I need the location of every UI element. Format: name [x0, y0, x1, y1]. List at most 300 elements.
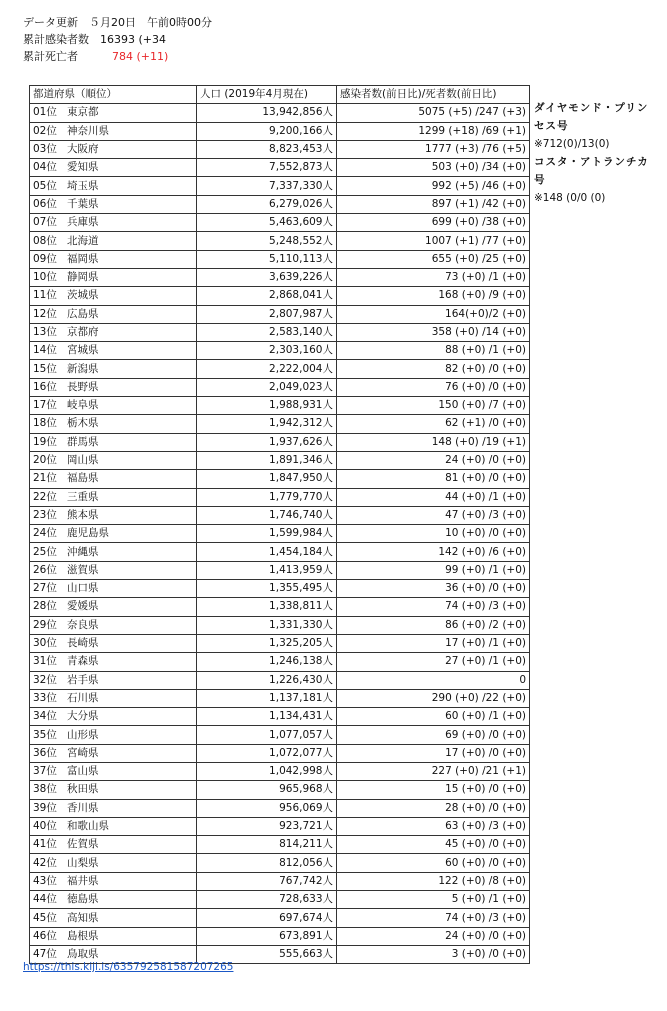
rank-label: 06位 [33, 197, 57, 210]
cases-cell: 699 (+0) /38 (+0) [337, 214, 530, 232]
ship1-name: ダイヤモンド・プリンセス号 [534, 102, 649, 132]
prefecture-cell [30, 195, 197, 213]
rank-label: 07位 [33, 216, 57, 229]
cases-cell: 36 (+0) /0 (+0) [337, 580, 530, 598]
prefecture-name: 福島県 [67, 472, 99, 485]
population-cell: 1,072,077人 [197, 744, 337, 762]
prefecture-cell [30, 159, 197, 177]
cases-cell: 99 (+0) /1 (+0) [337, 561, 530, 579]
prefecture-cell [30, 854, 197, 872]
table-row [30, 488, 530, 506]
cases-cell: 27 (+0) /1 (+0) [337, 653, 530, 671]
prefecture-name: 岡山県 [67, 454, 99, 467]
cases-cell: 897 (+1) /42 (+0) [337, 195, 530, 213]
rank-label: 46位 [33, 929, 57, 942]
table-row [30, 634, 530, 652]
prefecture-name: 岩手県 [67, 673, 99, 686]
population-cell: 2,583,140人 [197, 323, 337, 341]
table-row [30, 195, 530, 213]
cases-cell: 62 (+1) /0 (+0) [337, 415, 530, 433]
rank-label: 29位 [33, 618, 57, 631]
prefecture-name: 京都府 [67, 326, 99, 338]
prefecture-name: 長崎県 [67, 637, 99, 650]
prefecture-cell [30, 744, 197, 762]
table-row [30, 872, 530, 890]
rank-label: 05位 [33, 179, 57, 192]
table-row [30, 561, 530, 579]
prefecture-cell [30, 451, 197, 469]
population-cell: 1,988,931人 [197, 397, 337, 415]
prefecture-cell [30, 122, 197, 140]
rank-label: 12位 [33, 307, 57, 320]
prefecture-name: 山梨県 [67, 856, 99, 869]
rank-label: 10位 [33, 271, 57, 284]
prefecture-cell [30, 836, 197, 854]
prefecture-cell [30, 305, 197, 323]
prefecture-cell [30, 342, 197, 360]
rank-label: 02位 [33, 124, 57, 137]
prefecture-cell [30, 360, 197, 378]
cases-cell: 17 (+0) /0 (+0) [337, 744, 530, 762]
population-cell: 1,338,811人 [197, 598, 337, 616]
cases-cell: 3 (+0) /0 (+0) [337, 945, 530, 963]
cases-cell: 227 (+0) /21 (+1) [337, 762, 530, 780]
rank-label: 40位 [33, 820, 57, 833]
prefecture-cell [30, 799, 197, 817]
population-cell: 8,823,453人 [197, 140, 337, 158]
prefecture-cell [30, 214, 197, 232]
population-cell: 2,807,987人 [197, 305, 337, 323]
population-cell: 814,211人 [197, 836, 337, 854]
cases-cell: 24 (+0) /0 (+0) [337, 927, 530, 945]
prefecture-cell [30, 140, 197, 158]
prefecture-table [29, 85, 530, 964]
population-cell: 6,279,026人 [197, 195, 337, 213]
population-cell: 7,337,330人 [197, 177, 337, 195]
population-cell: 555,663人 [197, 945, 337, 963]
rank-label: 26位 [33, 563, 57, 576]
prefecture-name: 大阪府 [67, 143, 99, 156]
prefecture-cell [30, 598, 197, 616]
prefecture-cell [30, 232, 197, 250]
table-row [30, 177, 530, 195]
cases-cell: 1777 (+3) /76 (+5) [337, 140, 530, 158]
cases-cell: 60 (+0) /0 (+0) [337, 854, 530, 872]
rank-label: 16位 [33, 380, 57, 393]
prefecture-cell [30, 470, 197, 488]
rank-label: 45位 [33, 911, 57, 924]
population-cell: 5,248,552人 [197, 232, 337, 250]
rank-label: 08位 [33, 234, 57, 247]
rank-label: 44位 [33, 893, 57, 906]
cases-cell: 1007 (+1) /77 (+0) [337, 232, 530, 250]
prefecture-name: 山形県 [67, 728, 99, 741]
population-cell: 2,303,160人 [197, 342, 337, 360]
population-cell: 965,968人 [197, 781, 337, 799]
table-row [30, 744, 530, 762]
table-row [30, 305, 530, 323]
source-link[interactable]: https://this.kiji.is/635792581587207265 [23, 961, 234, 973]
rank-label: 34位 [33, 710, 57, 723]
cases-cell: 142 (+0) /6 (+0) [337, 543, 530, 561]
table-row [30, 671, 530, 689]
cases-cell: 74 (+0) /3 (+0) [337, 909, 530, 927]
update-time: データ更新 ５月20日 午前0時00分 [23, 16, 212, 29]
prefecture-cell [30, 397, 197, 415]
table-row [30, 140, 530, 158]
rank-label: 15位 [33, 362, 57, 375]
prefecture-cell [30, 506, 197, 524]
population-cell: 3,639,226人 [197, 268, 337, 286]
table-row [30, 250, 530, 268]
table-row [30, 342, 530, 360]
prefecture-name: 宮城県 [67, 344, 99, 357]
prefecture-name: 徳島県 [67, 893, 99, 906]
prefecture-name: 新潟県 [67, 362, 99, 375]
table-body [30, 104, 530, 964]
rank-label: 27位 [33, 582, 57, 595]
table-row [30, 268, 530, 286]
prefecture-cell [30, 415, 197, 433]
cases-cell: 28 (+0) /0 (+0) [337, 799, 530, 817]
header-cases: 感染者数(前日比)/死者数(前日比) [337, 86, 530, 104]
population-cell: 1,847,950人 [197, 470, 337, 488]
table-row [30, 726, 530, 744]
cumulative-infected [23, 31, 212, 48]
prefecture-name: 愛知県 [67, 161, 99, 174]
prefecture-name: 栃木県 [67, 417, 99, 430]
prefecture-name: 佐賀県 [67, 838, 99, 851]
rank-label: 11位 [33, 289, 57, 302]
rank-label: 39位 [33, 801, 57, 814]
rank-label: 43位 [33, 874, 57, 887]
population-cell: 2,222,004人 [197, 360, 337, 378]
population-cell: 2,049,023人 [197, 378, 337, 396]
ship2-stats: ※148 (0/0 (0) [534, 192, 606, 204]
header-population: 人口 (2019年4月現在) [197, 86, 337, 104]
table-row [30, 836, 530, 854]
prefecture-table-container [29, 85, 530, 964]
cases-cell: 47 (+0) /3 (+0) [337, 506, 530, 524]
population-cell: 1,134,431人 [197, 708, 337, 726]
table-row [30, 543, 530, 561]
prefecture-cell [30, 909, 197, 927]
prefecture-name: 山口県 [67, 582, 99, 595]
rank-label: 20位 [33, 454, 57, 467]
cases-cell: 73 (+0) /1 (+0) [337, 268, 530, 286]
prefecture-cell [30, 378, 197, 396]
prefecture-name: 香川県 [67, 801, 99, 814]
table-row [30, 616, 530, 634]
population-cell: 1,454,184人 [197, 543, 337, 561]
cases-cell: 655 (+0) /25 (+0) [337, 250, 530, 268]
rank-label: 24位 [33, 527, 57, 540]
rank-label: 13位 [33, 326, 57, 338]
population-cell: 9,200,166人 [197, 122, 337, 140]
table-row [30, 762, 530, 780]
ship2-name: コスタ・アトランチカ号 [534, 156, 649, 186]
cruise-ship-info [534, 99, 649, 207]
prefecture-name: 兵庫県 [67, 216, 99, 229]
cases-cell: 69 (+0) /0 (+0) [337, 726, 530, 744]
prefecture-cell [30, 726, 197, 744]
prefecture-cell [30, 543, 197, 561]
cases-cell: 76 (+0) /0 (+0) [337, 378, 530, 396]
prefecture-cell [30, 323, 197, 341]
population-cell: 1,331,330人 [197, 616, 337, 634]
cases-cell: 358 (+0) /14 (+0) [337, 323, 530, 341]
table-header-row [30, 86, 530, 104]
table-row [30, 287, 530, 305]
prefecture-name: 島根県 [67, 929, 99, 942]
rank-label: 35位 [33, 728, 57, 741]
cases-cell: 86 (+0) /2 (+0) [337, 616, 530, 634]
cases-cell: 10 (+0) /0 (+0) [337, 525, 530, 543]
rank-label: 41位 [33, 838, 57, 851]
cases-cell: 81 (+0) /0 (+0) [337, 470, 530, 488]
prefecture-name: 広島県 [67, 307, 99, 320]
rank-label: 14位 [33, 344, 57, 357]
population-cell: 1,942,312人 [197, 415, 337, 433]
prefecture-name: 埼玉県 [67, 179, 99, 192]
population-cell: 812,056人 [197, 854, 337, 872]
prefecture-name: 大分県 [67, 710, 99, 723]
table-row [30, 799, 530, 817]
rank-label: 37位 [33, 765, 57, 778]
population-cell: 1,355,495人 [197, 580, 337, 598]
population-cell: 2,868,041人 [197, 287, 337, 305]
prefecture-name: 福岡県 [67, 252, 99, 265]
prefecture-cell [30, 689, 197, 707]
cases-cell: 17 (+0) /1 (+0) [337, 634, 530, 652]
cumulative-deaths [23, 48, 212, 65]
cases-cell: 24 (+0) /0 (+0) [337, 451, 530, 469]
cases-cell: 290 (+0) /22 (+0) [337, 689, 530, 707]
population-cell: 7,552,873人 [197, 159, 337, 177]
table-row [30, 360, 530, 378]
prefecture-name: 神奈川県 [67, 124, 109, 137]
rank-label: 01位 [33, 106, 57, 119]
rank-label: 25位 [33, 545, 57, 558]
table-row [30, 781, 530, 799]
rank-label: 30位 [33, 637, 57, 650]
prefecture-name: 青森県 [67, 655, 99, 668]
population-cell: 1,226,430人 [197, 671, 337, 689]
prefecture-cell [30, 634, 197, 652]
prefecture-name: 北海道 [67, 234, 99, 247]
cases-cell: 992 (+5) /46 (+0) [337, 177, 530, 195]
table-row [30, 122, 530, 140]
prefecture-name: 富山県 [67, 765, 99, 778]
prefecture-cell [30, 781, 197, 799]
prefecture-cell [30, 525, 197, 543]
prefecture-name: 沖縄県 [67, 545, 99, 558]
rank-label: 03位 [33, 143, 57, 156]
cumulative-infected-label: 累計感染者数 [23, 33, 100, 46]
prefecture-cell [30, 250, 197, 268]
table-row [30, 378, 530, 396]
rank-label: 36位 [33, 746, 57, 759]
rank-label: 28位 [33, 600, 57, 613]
cases-cell: 503 (+0) /34 (+0) [337, 159, 530, 177]
cases-cell: 168 (+0) /9 (+0) [337, 287, 530, 305]
population-cell: 1,077,057人 [197, 726, 337, 744]
table-row [30, 580, 530, 598]
prefecture-cell [30, 177, 197, 195]
population-cell: 1,042,998人 [197, 762, 337, 780]
rank-label: 32位 [33, 673, 57, 686]
prefecture-name: 鹿児島県 [67, 527, 109, 540]
population-cell: 1,746,740人 [197, 506, 337, 524]
table-row [30, 909, 530, 927]
prefecture-name: 愛媛県 [67, 600, 99, 613]
table-row [30, 817, 530, 835]
prefecture-cell [30, 891, 197, 909]
population-cell: 1,325,205人 [197, 634, 337, 652]
cases-cell: 82 (+0) /0 (+0) [337, 360, 530, 378]
table-row [30, 232, 530, 250]
population-cell: 1,937,626人 [197, 433, 337, 451]
population-cell: 1,599,984人 [197, 525, 337, 543]
prefecture-name: 和歌山県 [67, 820, 109, 833]
ship1-stats: ※712(0)/13(0) [534, 138, 610, 150]
cumulative-deaths-label: 累計死亡者 [23, 50, 78, 63]
table-row [30, 689, 530, 707]
table-row [30, 433, 530, 451]
rank-label: 38位 [33, 783, 57, 796]
prefecture-name: 宮崎県 [67, 746, 99, 759]
cases-cell: 15 (+0) /0 (+0) [337, 781, 530, 799]
table-row [30, 104, 530, 122]
prefecture-name: 石川県 [67, 691, 99, 704]
cases-cell: 150 (+0) /7 (+0) [337, 397, 530, 415]
population-cell: 728,633人 [197, 891, 337, 909]
rank-label: 18位 [33, 417, 57, 430]
prefecture-name: 滋賀県 [67, 563, 99, 576]
data-header [23, 14, 212, 65]
population-cell: 1,413,959人 [197, 561, 337, 579]
prefecture-name: 鳥取県 [67, 948, 99, 961]
rank-label: 47位 [33, 948, 57, 961]
prefecture-cell [30, 653, 197, 671]
rank-label: 33位 [33, 691, 57, 704]
prefecture-cell [30, 488, 197, 506]
prefecture-cell [30, 616, 197, 634]
rank-label: 22位 [33, 490, 57, 503]
prefecture-name: 群馬県 [67, 435, 99, 448]
population-cell: 1,779,770人 [197, 488, 337, 506]
cases-cell: 164(+0)/2 (+0) [337, 305, 530, 323]
prefecture-cell [30, 708, 197, 726]
table-row [30, 323, 530, 341]
prefecture-cell [30, 927, 197, 945]
cases-cell: 148 (+0) /19 (+1) [337, 433, 530, 451]
prefecture-name: 岐阜県 [67, 399, 99, 412]
population-cell: 5,110,113人 [197, 250, 337, 268]
rank-label: 04位 [33, 161, 57, 174]
rank-label: 17位 [33, 399, 57, 412]
prefecture-cell [30, 817, 197, 835]
rank-label: 31位 [33, 655, 57, 668]
cases-cell: 74 (+0) /3 (+0) [337, 598, 530, 616]
prefecture-cell [30, 268, 197, 286]
cases-cell: 60 (+0) /1 (+0) [337, 708, 530, 726]
table-row [30, 598, 530, 616]
table-row [30, 451, 530, 469]
prefecture-cell [30, 433, 197, 451]
table-row [30, 397, 530, 415]
prefecture-name: 奈良県 [67, 618, 99, 631]
cases-cell: 63 (+0) /3 (+0) [337, 817, 530, 835]
population-cell: 767,742人 [197, 872, 337, 890]
prefecture-cell [30, 872, 197, 890]
cases-cell: 1299 (+18) /69 (+1) [337, 122, 530, 140]
table-row [30, 891, 530, 909]
prefecture-cell [30, 287, 197, 305]
population-cell: 923,721人 [197, 817, 337, 835]
prefecture-name: 千葉県 [67, 197, 99, 210]
rank-label: 21位 [33, 472, 57, 485]
header-prefecture: 都道府県（順位） [30, 86, 197, 104]
table-row [30, 854, 530, 872]
cumulative-infected-value: 16393 (+34 [100, 33, 166, 46]
prefecture-name: 茨城県 [67, 289, 99, 302]
prefecture-name: 静岡県 [67, 271, 99, 284]
prefecture-name: 東京都 [67, 106, 99, 119]
population-cell: 1,891,346人 [197, 451, 337, 469]
prefecture-name: 長野県 [67, 380, 99, 393]
population-cell: 673,891人 [197, 927, 337, 945]
rank-label: 19位 [33, 435, 57, 448]
cases-cell: 44 (+0) /1 (+0) [337, 488, 530, 506]
population-cell: 697,674人 [197, 909, 337, 927]
prefecture-name: 秋田県 [67, 783, 99, 796]
table-row [30, 653, 530, 671]
table-row [30, 159, 530, 177]
population-cell: 1,137,181人 [197, 689, 337, 707]
rank-label: 23位 [33, 508, 57, 521]
rank-label: 09位 [33, 252, 57, 265]
cumulative-deaths-value: 784 (+11) [112, 50, 169, 63]
prefecture-cell [30, 762, 197, 780]
table-row [30, 470, 530, 488]
population-cell: 5,463,609人 [197, 214, 337, 232]
rank-label: 42位 [33, 856, 57, 869]
cases-cell: 88 (+0) /1 (+0) [337, 342, 530, 360]
prefecture-cell [30, 580, 197, 598]
cases-cell: 0 [337, 671, 530, 689]
population-cell: 1,246,138人 [197, 653, 337, 671]
table-row [30, 506, 530, 524]
prefecture-name: 熊本県 [67, 508, 99, 521]
table-row [30, 927, 530, 945]
prefecture-cell [30, 671, 197, 689]
cases-cell: 5075 (+5) /247 (+3) [337, 104, 530, 122]
table-row [30, 708, 530, 726]
cases-cell: 5 (+0) /1 (+0) [337, 891, 530, 909]
prefecture-name: 高知県 [67, 911, 99, 924]
table-row [30, 214, 530, 232]
population-cell: 13,942,856人 [197, 104, 337, 122]
prefecture-cell [30, 561, 197, 579]
population-cell: 956,069人 [197, 799, 337, 817]
prefecture-cell [30, 104, 197, 122]
prefecture-name: 三重県 [67, 490, 99, 503]
table-row [30, 415, 530, 433]
cases-cell: 122 (+0) /8 (+0) [337, 872, 530, 890]
prefecture-name: 福井県 [67, 874, 99, 887]
cases-cell: 45 (+0) /0 (+0) [337, 836, 530, 854]
